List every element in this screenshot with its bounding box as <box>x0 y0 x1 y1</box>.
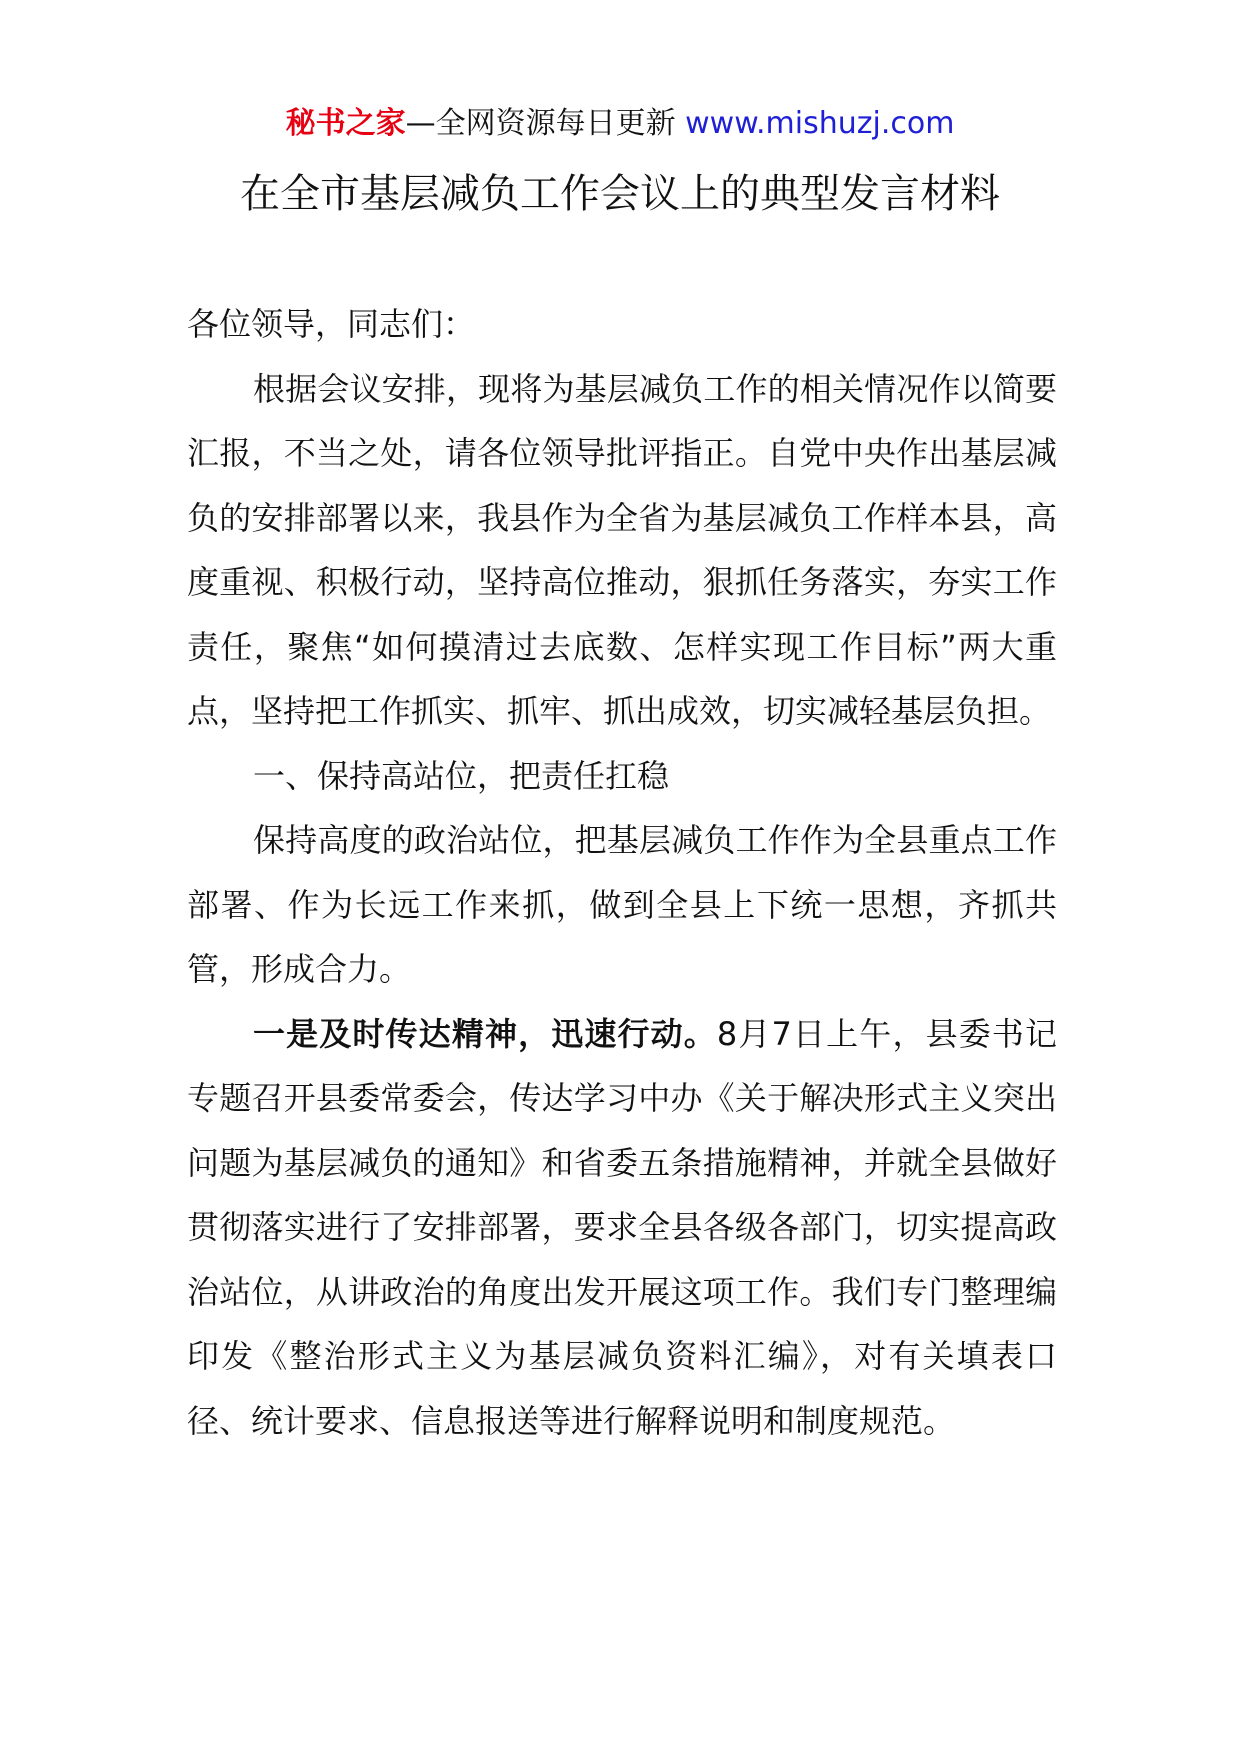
site-url[interactable]: www.mishuzj.com <box>685 106 955 141</box>
point-body: 8月7日上午，县委书记专题召开县委常委会，传达学习中办《关于解决形式主义突出问题为基层减负的通知》和省委五条措施精神，并就全县做好贯彻落实进行了安排部署，要求全县各级各部门，切实提高政治站位，从讲政治的角度出发开展这项工作。我们专门整理编印发《整治形式主义为基层减负资料汇编》，对有关填表口径、统计要求、信息报送等进行解释说明和制度规范。 <box>187 1014 1057 1440</box>
document-body <box>187 292 1057 1453</box>
site-header <box>0 104 1240 144</box>
brand-name: 秘书之家 <box>285 106 406 141</box>
point-lead: 一是及时传达精神，迅速行动。 <box>253 1014 717 1053</box>
paragraph-intro: 根据会议安排，现将为基层减负工作的相关情况作以简要汇报，不当之处，请各位领导批评指正。自党中央作出基层减负的安排部署以来，我县作为全省为基层减负工作样本县，高度重视、积极行动，坚持高位推动，狠抓任务落实，夯实工作责任，聚焦“如何摸清过去底数、怎样实现工作目标”两大重点，坚持把工作抓实、抓牢、抓出成效，切实减轻基层负担。 <box>187 369 1057 730</box>
paragraph-point-1 <box>187 1002 1057 1454</box>
salutation: 各位领导，同志们： <box>187 305 476 343</box>
section-heading: 一、保持高站位，把责任扛稳 <box>253 756 670 795</box>
document-title: 在全市基层减负工作会议上的典型发言材料 <box>240 171 1000 217</box>
paragraph-section-1: 保持高度的政治站位，把基层减负工作作为全县重点工作部署、作为长远工作来抓，做到全县上下统一思想，齐抓共管，形成合力。 <box>187 821 1057 988</box>
header-tagline: —全网资源每日更新 <box>405 106 686 141</box>
